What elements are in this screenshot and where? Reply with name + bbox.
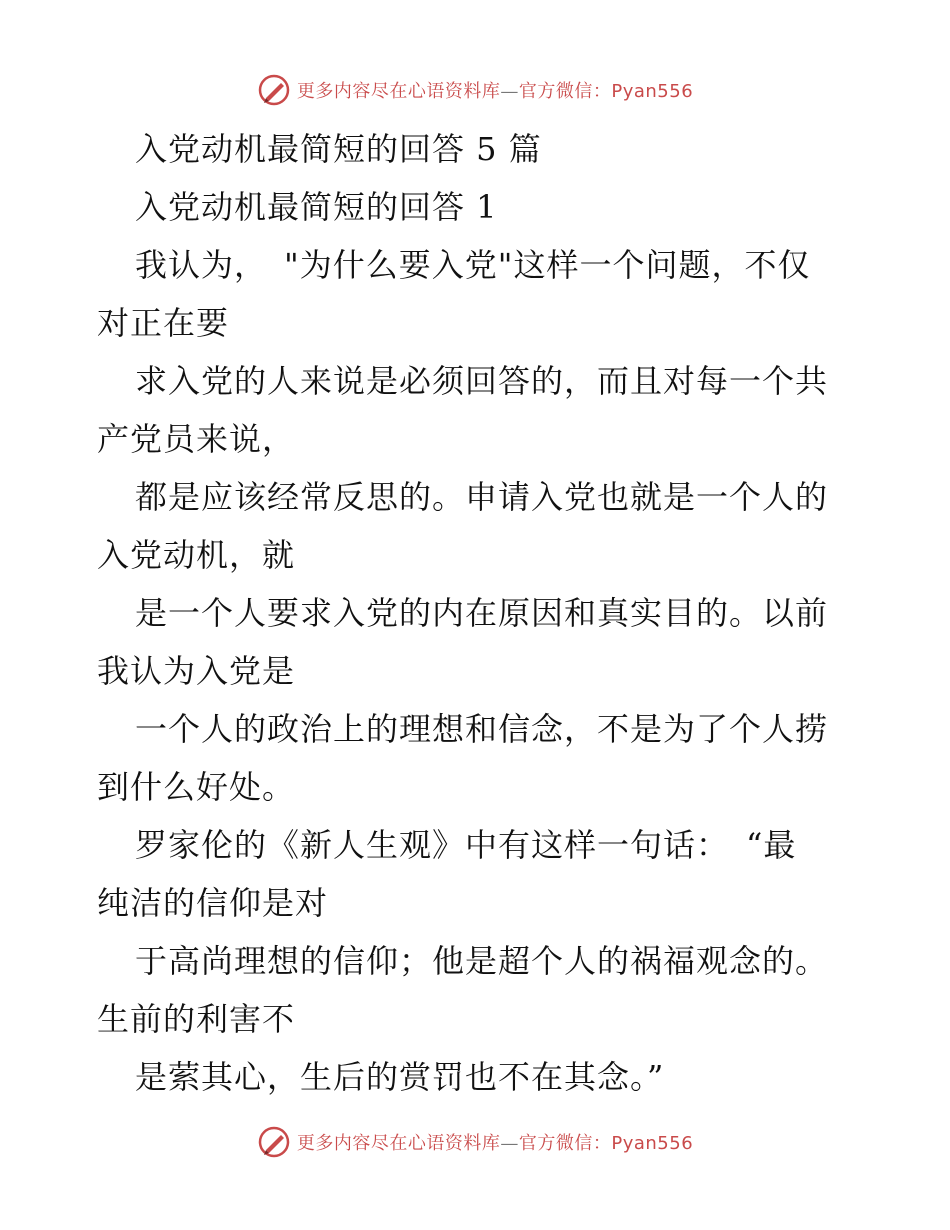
pen-logo-icon [257,1125,291,1159]
document-title: 入党动机最简短的回答 5 篇 [135,130,542,168]
text-line: 对正在要 [97,304,230,342]
text-line: 一个人的政治上的理想和信念，不是为了个人捞 [135,710,829,748]
text-line: 产党员来说， [97,420,296,458]
document-body [97,120,857,1106]
watermark-dash: — [500,81,519,102]
watermark-prefix: 更多内容尽在心语资料库 [296,81,501,102]
text-line: 罗家伦的《新人生观》中有这样一句话： “最 [135,826,797,864]
text-line: 是一个人要求入党的内在原因和真实目的。以前 [135,594,829,632]
watermark-prefix: 更多内容尽在心语资料库 [296,1133,501,1154]
header-watermark [0,70,950,110]
text-line: 我认为， "为什么要入党"这样一个问题，不仅 [135,246,811,284]
watermark-suffix: 官方微信： [518,81,612,102]
watermark-account: Pyan556 [611,1133,694,1154]
watermark-suffix: 官方微信： [518,1133,612,1154]
text-line: 入党动机，就 [97,536,296,574]
text-line: 都是应该经常反思的。申请入党也就是一个人的 [135,478,829,516]
watermark-dash: — [500,1133,519,1154]
text-line: 到什么好处。 [97,768,296,806]
text-line: 是萦其心，生后的赏罚也不在其念。” [135,1058,665,1096]
section-heading: 入党动机最简短的回答 1 [135,188,498,226]
watermark-account: Pyan556 [611,81,694,102]
watermark-text [297,1129,693,1155]
text-line: 求入党的人来说是必须回答的，而且对每一个共 [135,362,829,400]
text-line: 生前的利害不 [97,1000,296,1038]
text-line: 于高尚理想的信仰；他是超个人的祸福观念的。 [135,942,829,980]
text-line: 纯洁的信仰是对 [97,884,329,922]
watermark-text [297,77,693,103]
footer-watermark [0,1122,950,1162]
text-line: 我认为入党是 [97,652,296,690]
pen-logo-icon [257,73,291,107]
